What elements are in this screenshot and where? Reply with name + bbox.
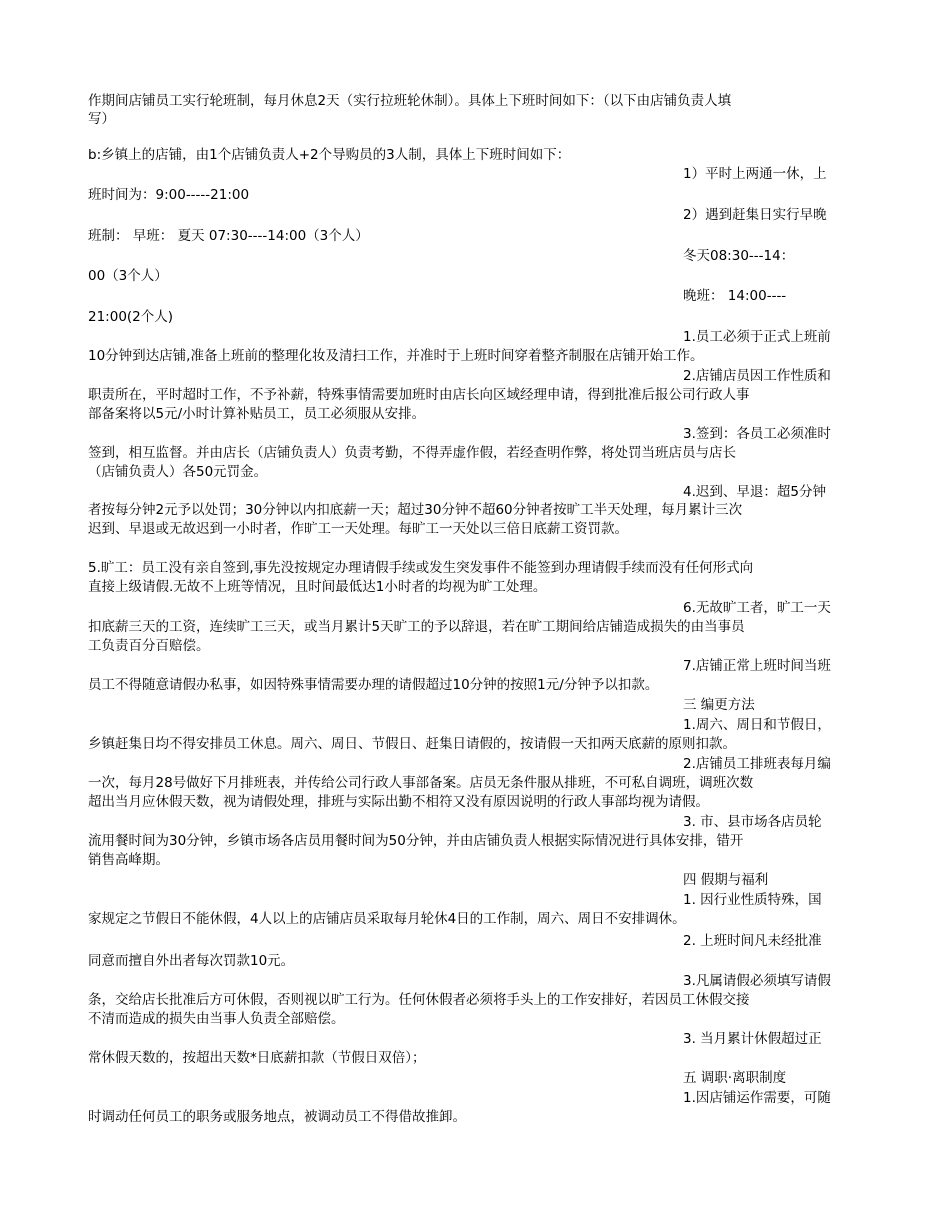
text-line: 不清而造成的损失由当事人负责全部赔偿。 [88, 1011, 345, 1027]
text-line: 签到，相互监督。并由店长（店铺负责人）负责考勤，不得弄虚作假，若经查明作弊，将处罚当班店员与店长 [88, 445, 736, 461]
text-line: 1.员工必须于正式上班前 [683, 329, 831, 345]
text-line: 作期间店铺员工实行轮班制，每月休息2天（实行拉班轮休制）。具体上下班时间如下：（以下由店铺负责人填 [88, 93, 732, 109]
text-line: 条，交给店长批准后方可休假，否则视以旷工行为。任何休假者必须将手头上的工作安排好，若因员工休假交接 [88, 992, 750, 1008]
text-line: 3.凡属请假必须填写请假 [683, 973, 831, 989]
text-line: 1. 因行业性质特殊，国 [683, 892, 822, 908]
text-line: 1.因店铺运作需要，可随 [683, 1090, 831, 1106]
text-line: 6.无故旷工者，旷工一天 [683, 600, 831, 616]
text-line: 员工不得随意请假办私事，如因特殊事情需要办理的请假超过10分钟的按照1元/分钟予以扣款。 [88, 677, 659, 693]
text-line: 班制： 早班： 夏天 07:30----14:00（3个人） [88, 228, 369, 244]
text-line: 者按每分钟2元予以处罚；30分钟以内扣底薪一天；超过30分钟不超60分钟者按旷工半天处理，每月累计三次 [88, 502, 743, 518]
text-line: 4.迟到、早退：超5分钟 [683, 484, 826, 500]
text-line: 10分钟到达店铺,准备上班前的整理化妆及清扫工作，并准时于上班时间穿着整齐制服在店铺开始工作。 [88, 348, 704, 364]
section-heading: 五 调职·离职制度 [683, 1070, 787, 1086]
text-line: 2. 上班时间凡未经批准 [683, 933, 822, 949]
text-line: 直接上级请假.无故不上班等情况，且时间最低达1小时者的均视为旷工处理。 [88, 579, 547, 595]
text-line: 00（3个人） [88, 268, 168, 284]
text-line: 2.店铺员工排班表每月编 [683, 756, 831, 772]
text-line: 21:00(2个人) [88, 309, 174, 325]
text-line: 工负责百分百赔偿。 [88, 638, 210, 654]
text-line: 2.店铺店员因工作性质和 [683, 368, 831, 384]
text-line: 1.周六、周日和节假日， [683, 717, 831, 733]
text-line: 常休假天数的，按超出天数*日底薪扣款（节假日双倍）； [88, 1050, 426, 1066]
text-line: 3. 市、县市场各店员轮 [683, 814, 822, 830]
text-line: b:乡镇上的店铺，由1个店铺负责人+2个导购员的3人制，具体上下班时间如下： [88, 147, 571, 163]
text-line: 流用餐时间为30分钟，乡镇市场各店员用餐时间为50分钟，并由店铺负责人根据实际情况进行具体安排，错开 [88, 833, 744, 849]
text-line: 班时间为：9:00-----21:00 [88, 187, 250, 203]
text-line: 晚班： 14:00---- [683, 288, 787, 304]
text-line: 7.店铺正常上班时间当班 [683, 658, 831, 674]
text-line: 超出当月应休假天数，视为请假处理，排班与实际出勤不相符又没有原因说明的行政人事部均视为请假。 [88, 794, 709, 810]
text-line: 冬天08:30---14： [683, 248, 795, 264]
text-line: 5.旷工：员工没有亲自签到,事先没按规定办理请假手续或发生突发事件不能签到办理请假手续而没有任何形式向 [88, 560, 754, 576]
text-line: 2）遇到赶集日实行早晚 [683, 207, 827, 223]
text-line: 3. 当月累计休假超过正 [683, 1031, 822, 1047]
text-line: 1）平时上两通一休，上 [683, 166, 827, 182]
text-line: 一次，每月28号做好下月排班表，并传给公司行政人事部备案。店员无条件服从排班，不可私自调班，调班次数 [88, 775, 754, 791]
text-line: 同意而擅自外出者每次罚款10元。 [88, 953, 295, 969]
text-line: 职责所在，平时超时工作，不予补薪，特殊事情需要加班时由店长向区域经理申请，得到批准后报公司行政人事 [88, 387, 750, 403]
text-line: 写） [88, 111, 115, 127]
text-line: 销售高峰期。 [88, 852, 169, 868]
text-line: 扣底薪三天的工资，连续旷工三天，或当月累计5天旷工的予以辞退，若在旷工期间给店铺造成损失的由当事员 [88, 619, 745, 635]
text-line: 乡镇赶集日均不得安排员工休息。周六、周日、节假日、赶集日请假的，按请假一天扣两天底薪的原则扣款。 [88, 736, 736, 752]
text-line: 部备案将以5元/小时计算补贴员工，员工必须服从安排。 [88, 406, 426, 422]
section-heading: 四 假期与福利 [683, 872, 769, 888]
section-heading: 三 编更方法 [683, 697, 755, 713]
text-line: （店铺负责人）各50元罚金。 [88, 464, 268, 480]
text-line: 家规定之节假日不能休假，4人以上的店铺店员采取每月轮休4日的工作制，周六、周日不安排调休。 [88, 911, 686, 927]
text-line: 3.签到：各员工必须准时 [683, 426, 831, 442]
text-line: 迟到、早退或无故迟到一小时者，作旷工一天处理。每旷工一天处以三倍日底薪工资罚款。 [88, 521, 628, 537]
text-line: 时调动任何员工的职务或服务地点，被调动员工不得借故推卸。 [88, 1109, 466, 1125]
